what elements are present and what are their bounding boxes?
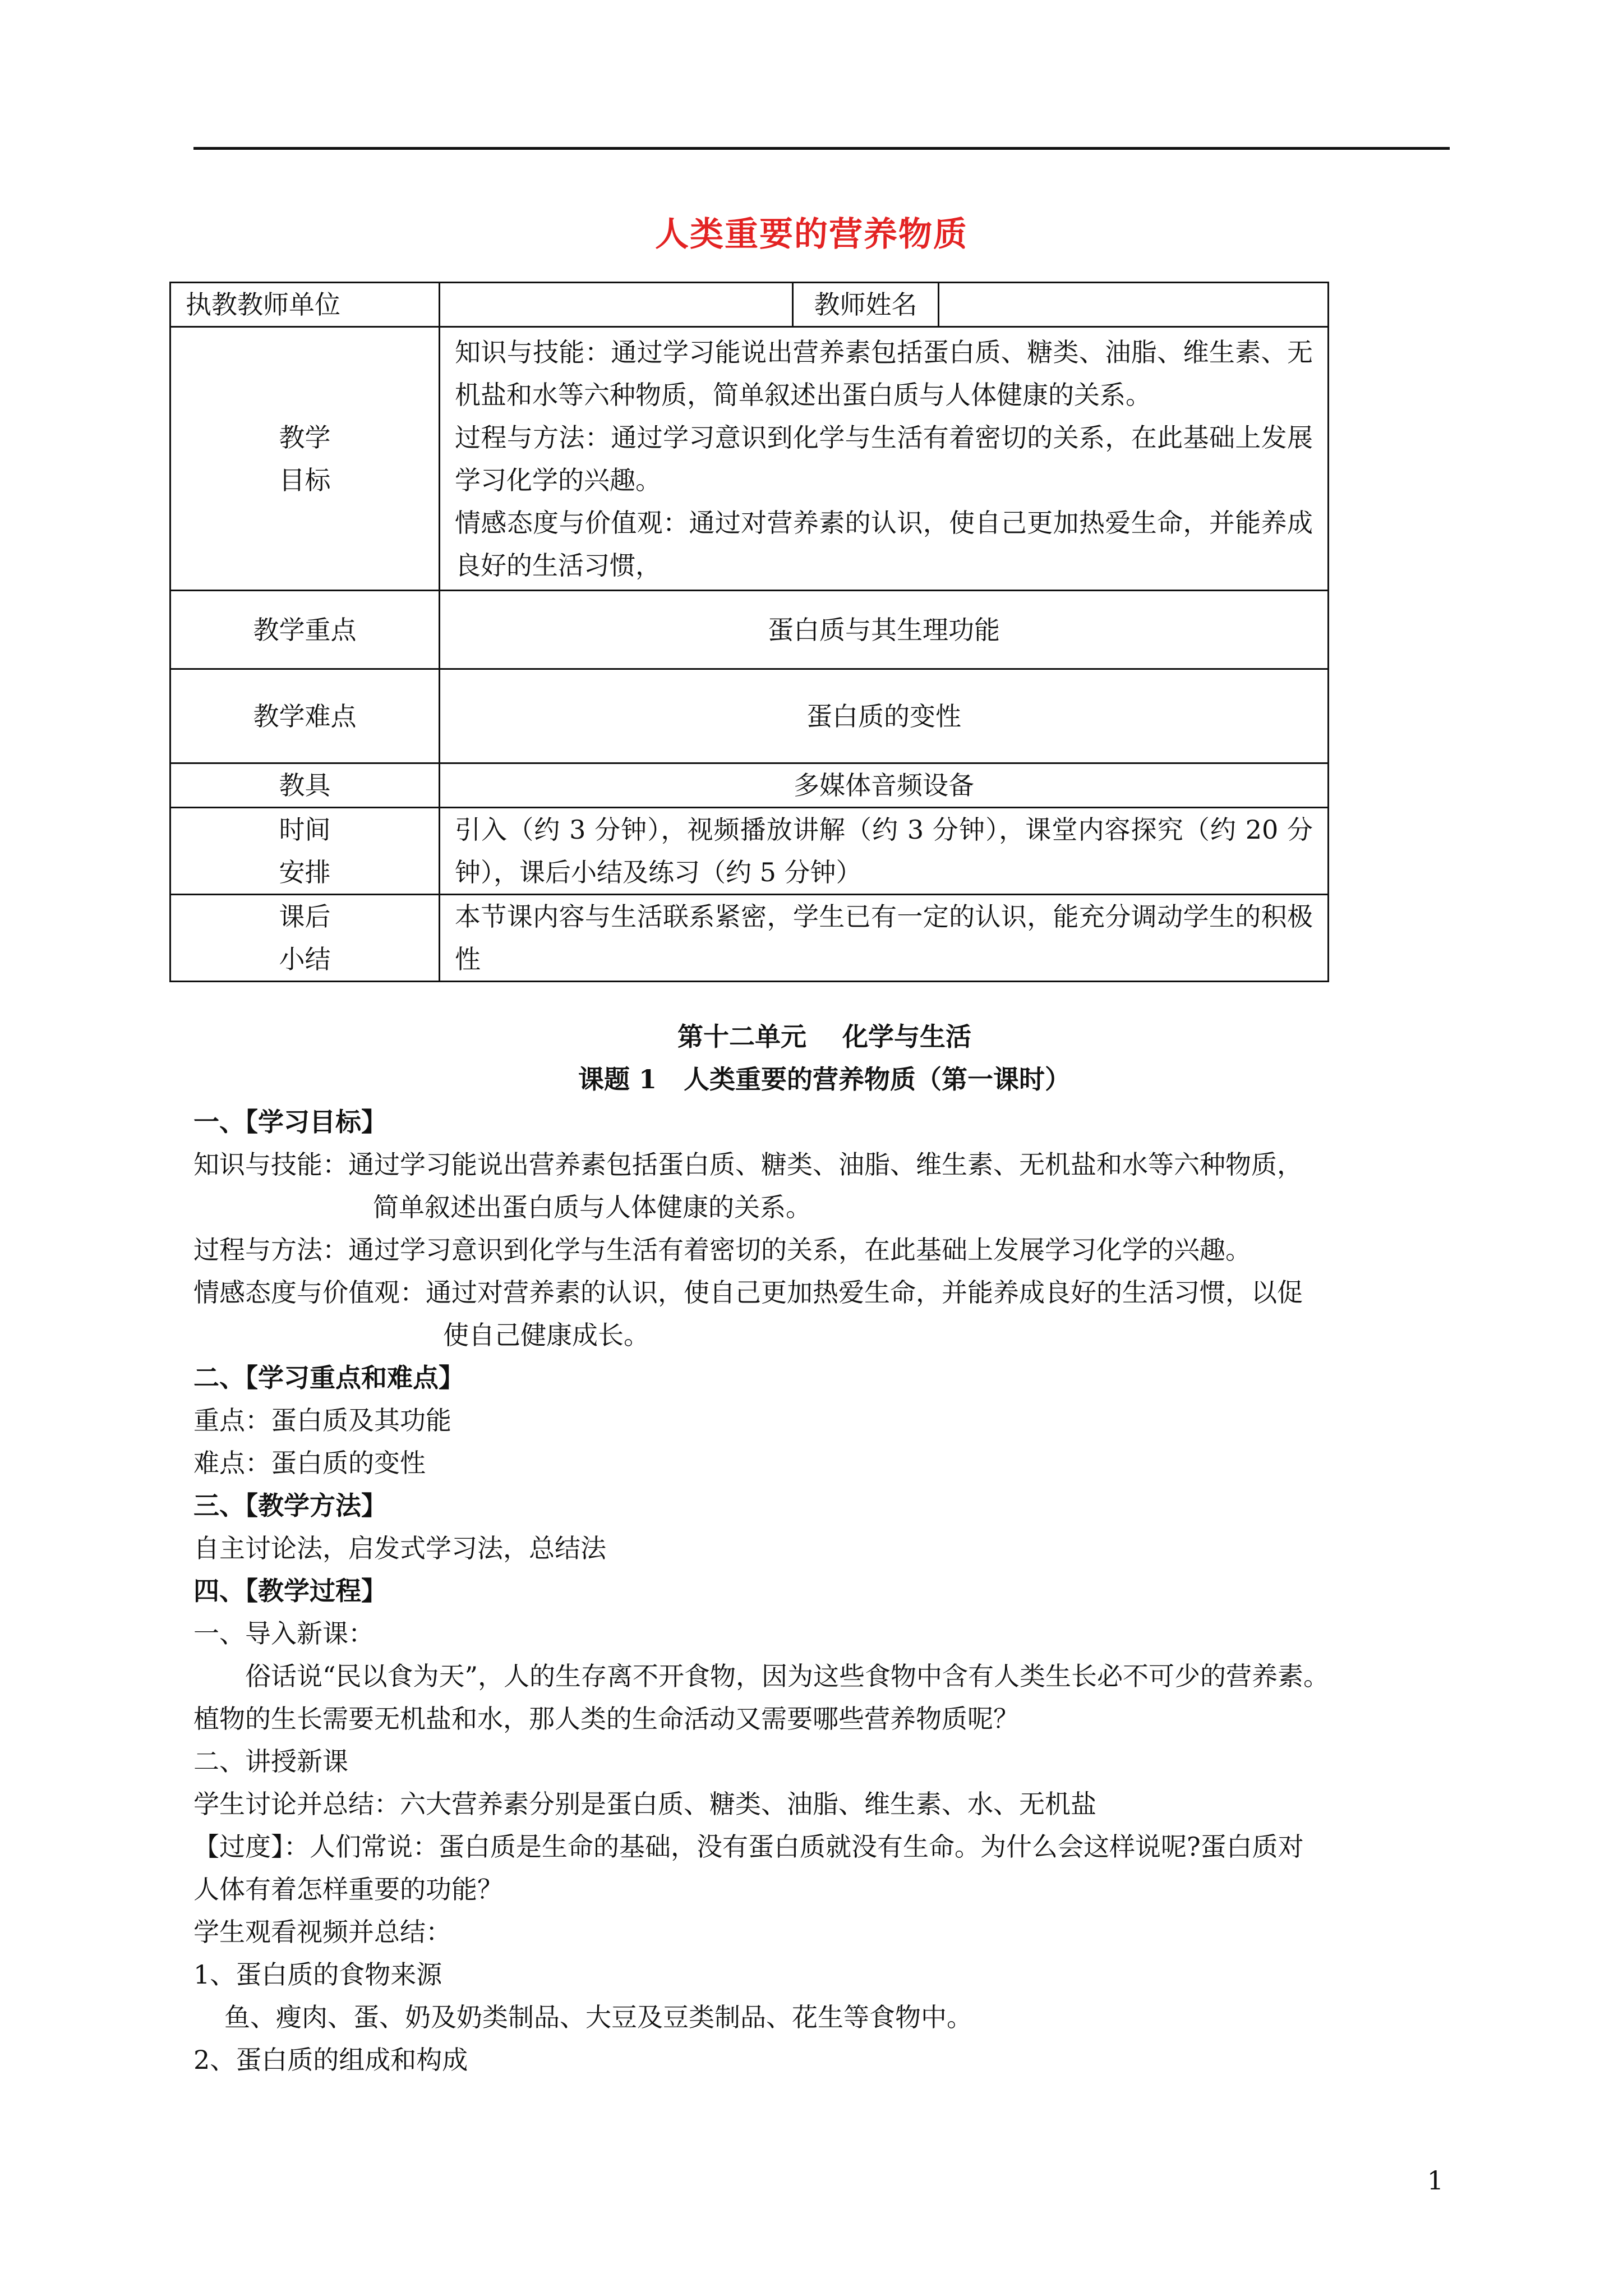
goal-knowledge: 知识与技能：通过学习能说出营养素包括蛋白质、糖类、油脂、维生素、无机盐和水等六种物质，简单叙述出蛋白质与人体健康的关系。: [455, 337, 1313, 410]
time-label: [170, 808, 440, 895]
focus-value: 蛋白质与其生理功能: [440, 591, 1329, 669]
transition-line-1: 【过度】：人们常说：蛋白质是生命的基础，没有蛋白质就没有生命。为什么会这样说呢?蛋白质对: [193, 1832, 1304, 1862]
summary-label: [170, 895, 440, 982]
section-process-title: 四、【教学过程】: [193, 1576, 387, 1606]
goals-label: [170, 327, 440, 591]
teacher-label: 教师姓名: [793, 283, 939, 327]
tools-value: 多媒体音频设备: [440, 763, 1329, 808]
goals-label-line-1: 教学: [279, 422, 331, 453]
difficulty-label: 教学难点: [170, 669, 440, 763]
goal-attitude: 情感态度与价值观：通过对营养素的认识，使自己更加热爱生命，并能养成良好的生活习惯，: [455, 507, 1313, 581]
goals-cell: [440, 327, 1329, 591]
lesson-plan-table: [169, 282, 1329, 982]
protein-source-heading: 1、蛋白质的食物来源: [193, 1959, 442, 1990]
section-method-title: 三、【教学方法】: [193, 1490, 387, 1521]
protein-composition-heading: 2、蛋白质的组成和构成: [193, 2045, 468, 2075]
summary-label-line-2: 小结: [279, 944, 331, 974]
goal-knowledge-cont: 简单叙述出蛋白质与人体健康的关系。: [373, 1192, 811, 1222]
intro-paragraph-line-1: 俗话说“民以食为天”，人的生存离不开食物，因为这些食物中含有人类生长必不可少的营养素。: [245, 1661, 1330, 1691]
summary-value: 本节课内容与生活联系紧密，学生已有一定的认识，能充分调动学生的积极性: [440, 895, 1329, 982]
time-label-line-1: 时间: [279, 815, 331, 845]
protein-source-text: 鱼、瘦肉、蛋、奶及奶类制品、大豆及豆类制品、花生等食物中。: [224, 2002, 972, 2032]
time-label-line-2: 安排: [279, 857, 331, 887]
summary-label-line-1: 课后: [279, 901, 331, 932]
lesson-heading: 课题 1 人类重要的营养物质（第一课时）: [578, 1064, 1071, 1094]
header-rule: [193, 147, 1450, 150]
section-focus-title: 二、【学习重点和难点】: [193, 1363, 464, 1393]
page-number: 1: [1427, 2165, 1444, 2196]
section-goals-title: 一、【学习目标】: [193, 1107, 387, 1137]
focus-label: 教学重点: [170, 591, 440, 669]
goal-attitude-cont: 使自己健康成长。: [443, 1320, 649, 1350]
method-line: 自主讨论法，启发式学习法，总结法: [193, 1533, 606, 1563]
unit-value: [440, 283, 793, 327]
goals-label-line-2: 目标: [279, 464, 331, 495]
goal-knowledge-line: 知识与技能：通过学习能说出营养素包括蛋白质、糖类、油脂、维生素、无机盐和水等六种物质，: [193, 1149, 1303, 1180]
unit-heading: 第十二单元 化学与生活: [677, 1022, 972, 1052]
tools-label: 教具: [170, 763, 440, 808]
intro-subheading: 一、导入新课：: [193, 1618, 374, 1649]
difficulty-line: 难点：蛋白质的变性: [193, 1448, 426, 1478]
focus-line: 重点：蛋白质及其功能: [193, 1405, 451, 1435]
goal-process-line: 过程与方法：通过学习意识到化学与生活有着密切的关系，在此基础上发展学习化学的兴趣。: [193, 1235, 1251, 1265]
time-value: 引入（约 3 分钟），视频播放讲解（约 3 分钟），课堂内容探究（约 20 分钟），课后小结及练习（约 5 分钟）: [440, 808, 1329, 895]
teacher-value: [939, 283, 1329, 327]
teaching-subheading: 二、讲授新课: [193, 1746, 348, 1777]
intro-paragraph-line-2: 植物的生长需要无机盐和水，那人类的生命活动又需要哪些营养物质呢？: [193, 1704, 1019, 1734]
document-title: 人类重要的营养物质: [655, 215, 968, 254]
lesson-body: [193, 1015, 1455, 2081]
difficulty-value: 蛋白质的变性: [440, 669, 1329, 763]
unit-label: 执教教师单位: [170, 283, 440, 327]
video-summary-line: 学生观看视频并总结：: [193, 1917, 451, 1947]
student-summary-line: 学生讨论并总结：六大营养素分别是蛋白质、糖类、油脂、维生素、水、无机盐: [193, 1789, 1096, 1819]
goal-attitude-line: 情感态度与价值观：通过对营养素的认识，使自己更加热爱生命，并能养成良好的生活习惯，以促: [193, 1277, 1303, 1308]
goal-process: 过程与方法：通过学习意识到化学与生活有着密切的关系，在此基础上发展学习化学的兴趣。: [455, 422, 1313, 495]
transition-line-2: 人体有着怎样重要的功能？: [193, 1874, 503, 1904]
